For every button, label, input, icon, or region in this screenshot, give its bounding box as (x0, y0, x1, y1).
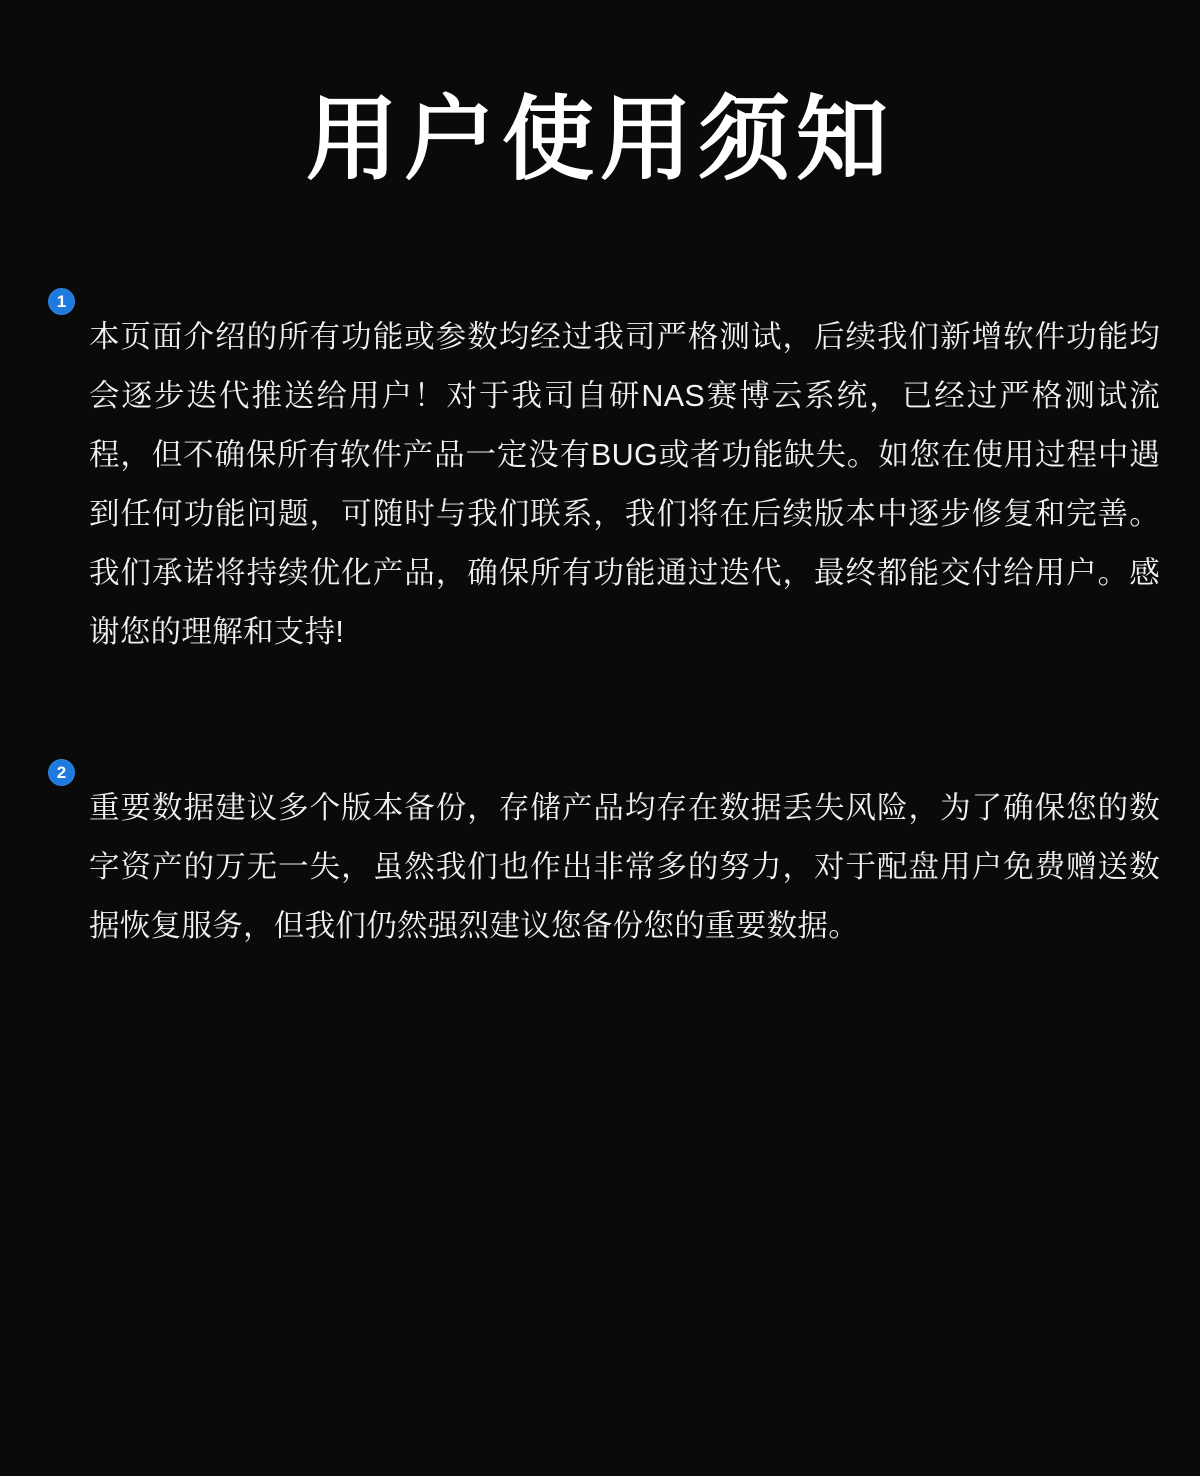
notice-paragraph: 重要数据建议多个版本备份，存储产品均存在数据丢失风险，为了确保您的数字资产的万无一失，虽然我们也作出非常多的努力，对于配盘用户免费赠送数据恢复服务，但我们仍然强烈建议您备份您的重要数据。 (89, 791, 1160, 944)
list-item (0, 278, 1200, 693)
notice-paragraph: 本页面介绍的所有功能或参数均经过我司严格测试，后续我们新增软件功能均会逐步迭代推送给用户！对于我司自研NAS赛博云系统，已经过严格测试流程，但不确保所有软件产品一定没有BUG或者功能缺失。如您在使用过程中遇到任何功能问题，可随时与我们联系，我们将在后续版本中逐步修复和完善。我们承诺将持续优化产品，确保所有功能通过迭代，最终都能交付给用户。感谢您的理解和支持! (89, 320, 1160, 650)
list-item (0, 749, 1200, 987)
item-number-badge: 1 (48, 288, 75, 315)
page-title: 用户使用须知 (305, 89, 894, 191)
item-number-badge: 2 (48, 759, 75, 786)
notice-list (0, 278, 1200, 987)
